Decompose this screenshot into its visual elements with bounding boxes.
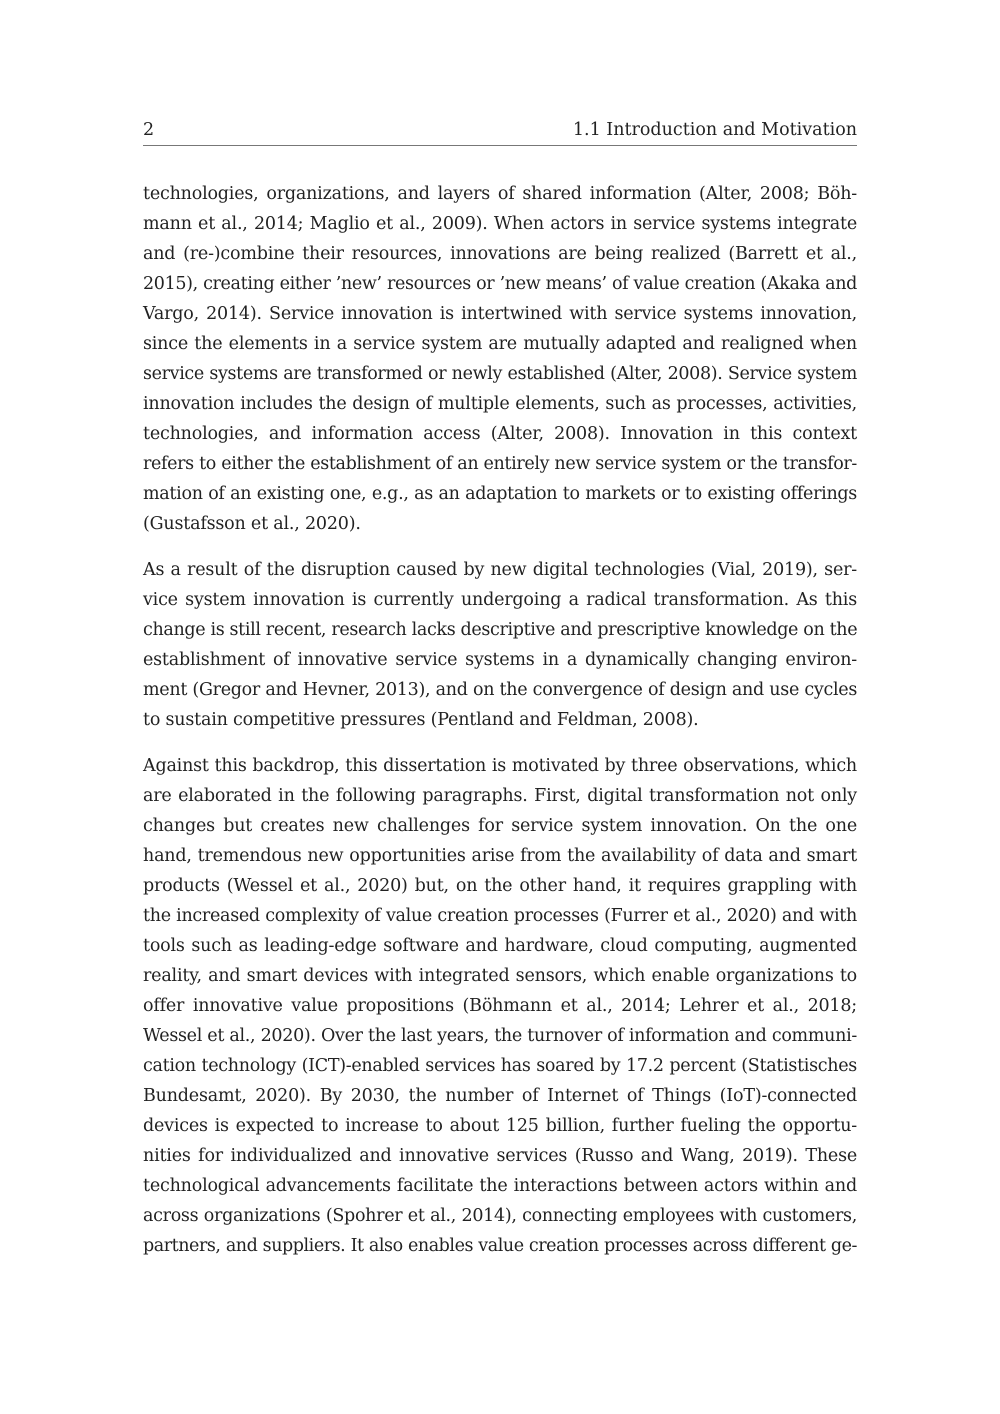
page-number: 2	[143, 120, 155, 140]
text-line: products (Wessel et al., 2020) but, on the other hand, it requires grappling with	[143, 876, 857, 896]
text-line: mation of an existing one, e.g., as an adaptation to markets or to existing offerings	[143, 484, 857, 504]
text-line: changes but creates new challenges for service system innovation. On the one	[143, 816, 857, 836]
text-line: cation technology (ICT)-enabled services has soared by 17.2 percent (Statistisches	[143, 1056, 857, 1076]
text-line: Vargo, 2014). Service innovation is intertwined with service systems innovation,	[143, 304, 857, 324]
text-line: Against this backdrop, this dissertation is motivated by three observations, which	[143, 756, 857, 776]
text-line: hand, tremendous new opportunities arise from the availability of data and smart	[143, 846, 857, 866]
running-header	[143, 118, 857, 146]
text-line: Bundesamt, 2020). By 2030, the number of Internet of Things (IoT)-connected	[143, 1086, 857, 1106]
text-line: mann et al., 2014; Maglio et al., 2009). When actors in service systems integrate	[143, 214, 857, 234]
text-line: since the elements in a service system are mutually adapted and realigned when	[143, 334, 857, 354]
text-line: ment (Gregor and Hevner, 2013), and on the convergence of design and use cycles	[143, 680, 857, 700]
text-line: vice system innovation is currently undergoing a radical transformation. As this	[143, 590, 857, 610]
text-line: across organizations (Spohrer et al., 2014), connecting employees with customers,	[143, 1206, 857, 1226]
text-line: reality, and smart devices with integrated sensors, which enable organizations to	[143, 966, 857, 986]
text-line: devices is expected to increase to about 125 billion, further fueling the opportu-	[143, 1116, 857, 1136]
text-line: technological advancements facilitate the interactions between actors within and	[143, 1176, 857, 1196]
text-line: to sustain competitive pressures (Pentland and Feldman, 2008).	[143, 710, 699, 730]
paragraph-2	[143, 555, 857, 735]
paragraph-3	[143, 751, 857, 1261]
text-line: innovation includes the design of multiple elements, such as processes, activities,	[143, 394, 857, 414]
text-line: As a result of the disruption caused by new digital technologies (Vial, 2019), ser-	[143, 560, 857, 580]
text-line: offer innovative value propositions (Böhmann et al., 2014; Lehrer et al., 2018;	[143, 996, 857, 1016]
text-line: change is still recent, research lacks descriptive and prescriptive knowledge on the	[143, 620, 858, 640]
paragraph-1	[143, 179, 857, 539]
text-line: and (re-)combine their resources, innovations are being realized (Barrett et al.,	[143, 244, 857, 264]
text-line: 2015), creating either ’new’ resources or ’new means’ of value creation (Akaka and	[143, 274, 857, 294]
text-line: Wessel et al., 2020). Over the last years, the turnover of information and communi-	[143, 1026, 857, 1046]
text-line: the increased complexity of value creation processes (Furrer et al., 2020) and with	[143, 906, 857, 926]
body-text	[143, 179, 857, 1277]
text-line: establishment of innovative service systems in a dynamically changing environ-	[143, 650, 857, 670]
text-line: refers to either the establishment of an entirely new service system or the transfor-	[143, 454, 857, 474]
text-line: nities for individualized and innovative services (Russo and Wang, 2019). These	[143, 1146, 857, 1166]
text-line: service systems are transformed or newly established (Alter, 2008). Service system	[143, 364, 857, 384]
text-line: technologies, and information access (Alter, 2008). Innovation in this context	[143, 424, 857, 444]
section-title: 1.1 Introduction and Motivation	[572, 120, 857, 140]
text-line: (Gustafsson et al., 2020).	[143, 514, 361, 534]
text-line: are elaborated in the following paragraphs. First, digital transformation not only	[143, 786, 857, 806]
text-line: technologies, organizations, and layers of shared information (Alter, 2008; Böh-	[143, 184, 857, 204]
text-line: tools such as leading-edge software and hardware, cloud computing, augmented	[143, 936, 857, 956]
text-line: partners, and suppliers. It also enables value creation processes across different ge-	[143, 1236, 857, 1256]
